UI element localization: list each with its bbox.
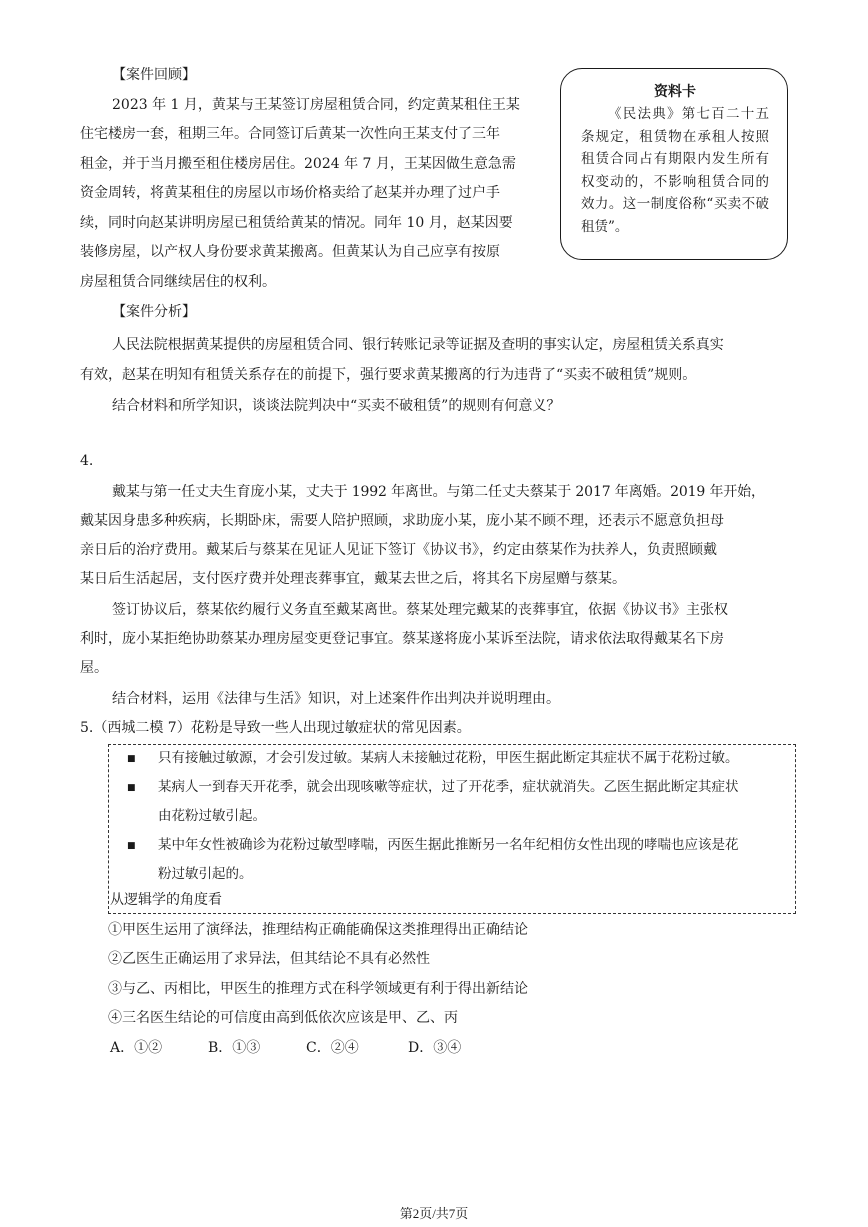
q4-question: 结合材料，运用《法律与生活》知识，对上述案件作出判决并说明理由。 <box>112 691 560 707</box>
q5-bullet-line: 粉过敏引起的。 <box>158 866 253 882</box>
info-card-body: 《民法典》第七百二十五条规定，租赁物在承租人按照租赁合同占有期限内发生所有权变动的，不影响租赁合同的效力。这一制度俗称“买卖不破租赁”。 <box>581 106 769 235</box>
case-review-line: 房屋租赁合同继续居住的权利。 <box>80 274 276 290</box>
q4-paragraph-line: 屋。 <box>80 660 108 676</box>
bullet-icon: ■ <box>127 783 136 793</box>
q5-option-d: D．③④ <box>408 1040 462 1056</box>
q5-bullet-line: 某病人一到春天开花季，就会出现咳嗽等症状，过了开花季，症状就消失。乙医生据此断定其症状 <box>158 779 739 795</box>
q4-paragraph-line: 利时，庞小某拒绝协助蔡某办理房屋变更登记事宜。蔡某遂将庞小某诉至法院，请求依法取得戴某名下房 <box>80 631 724 647</box>
q5-statement: ①甲医生运用了演绎法，推理结构正确能确保这类推理得出正确结论 <box>108 922 528 938</box>
q5-bullet-line: 由花粉过敏引起。 <box>158 808 266 824</box>
q4-paragraph-line: 亲日后的治疗费用。戴某后与蔡某在见证人见证下签订《协议书》，约定由蔡某作为扶养人，负责照顾戴 <box>80 542 717 558</box>
case-review-line: 2023 年 1 月，黄某与王某签订房屋租赁合同，约定黄某租住王某 <box>112 97 520 113</box>
page-footer: 第2页/共7页 <box>399 1206 469 1221</box>
info-card <box>560 68 788 260</box>
case-review-line: 装修房屋，以产权人身份要求黄某搬离。但黄某认为自己应享有按原 <box>80 244 500 260</box>
bullet-icon: ■ <box>127 841 136 851</box>
q5-bullet-line: 某中年女性被确诊为花粉过敏型哮喘，丙医生据此推断另一名年纪相仿女性出现的哮喘也应该是花 <box>158 837 739 853</box>
case-analysis-line: 有效，赵某在明知有租赁关系存在的前提下，强行要求黄某搬离的行为违背了“买卖不破租赁”规则。 <box>80 367 697 383</box>
case-review-heading: 【案件回顾】 <box>112 67 196 83</box>
case-review-line: 住宅楼房一套，租期三年。合同签订后黄某一次性向王某支付了三年 <box>80 126 500 142</box>
case-analysis-question: 结合材料和所学知识，谈谈法院判决中“买卖不破租赁”的规则有何意义？ <box>112 398 561 414</box>
bullet-icon: ■ <box>127 754 136 764</box>
q5-option-c: C．②④ <box>306 1040 359 1056</box>
q5-statement: ④三名医生结论的可信度由高到低依次应该是甲、乙、丙 <box>108 1010 458 1026</box>
case-analysis-line: 人民法院根据黄某提供的房屋租赁合同、银行转账记录等证据及查明的事实认定，房屋租赁关系真实 <box>112 337 724 353</box>
q5-option-a: A．①② <box>110 1040 163 1056</box>
q4-paragraph-line: 签订协议后，蔡某依约履行义务直至戴某离世。蔡某处理完戴某的丧葬事宜，依据《协议书》主张权 <box>112 602 728 618</box>
q5-stem: 5.（西城二模 7）花粉是导致一些人出现过敏症状的常见因素。 <box>80 720 471 736</box>
q5-statement: ②乙医生正确运用了求异法，但其结论不具有必然性 <box>108 951 430 967</box>
case-review-line: 资金周转，将黄某租住的房屋以市场价格卖给了赵某并办理了过户手 <box>80 185 500 201</box>
q5-option-b: B．①③ <box>208 1040 261 1056</box>
q4-paragraph-line: 戴某与第一任丈夫生育庞小某，丈夫于 1992 年离世。与第二任丈夫蔡某于 2017 年离婚。2019 年开始， <box>112 484 765 500</box>
case-review-line: 租金，并于当月搬至租住楼房居住。2024 年 7 月，王某因做生意急需 <box>80 156 516 172</box>
case-analysis-heading: 【案件分析】 <box>112 304 196 320</box>
q5-bullet-line: 只有接触过敏源，才会引发过敏。某病人未接触过花粉，甲医生据此断定其症状不属于花粉过敏。 <box>158 750 739 766</box>
q5-statement: ③与乙、丙相比，甲医生的推理方式在科学领域更有利于得出新结论 <box>108 981 528 997</box>
info-card-title: 资料卡 <box>654 84 696 100</box>
question-number: 4. <box>80 453 94 469</box>
case-review-line: 续，同时向赵某讲明房屋已租赁给黄某的情况。同年 10 月，赵某因要 <box>80 215 513 231</box>
q5-box-tail: 从逻辑学的角度看 <box>110 892 222 908</box>
q4-paragraph-line: 某日后生活起居，支付医疗费并处理丧葬事宜，戴某去世之后，将其名下房屋赠与蔡某。 <box>80 571 626 587</box>
q4-paragraph-line: 戴某因身患多种疾病，长期卧床，需要人陪护照顾，求助庞小某，庞小某不顾不理，还表示不愿意负担母 <box>80 513 724 529</box>
